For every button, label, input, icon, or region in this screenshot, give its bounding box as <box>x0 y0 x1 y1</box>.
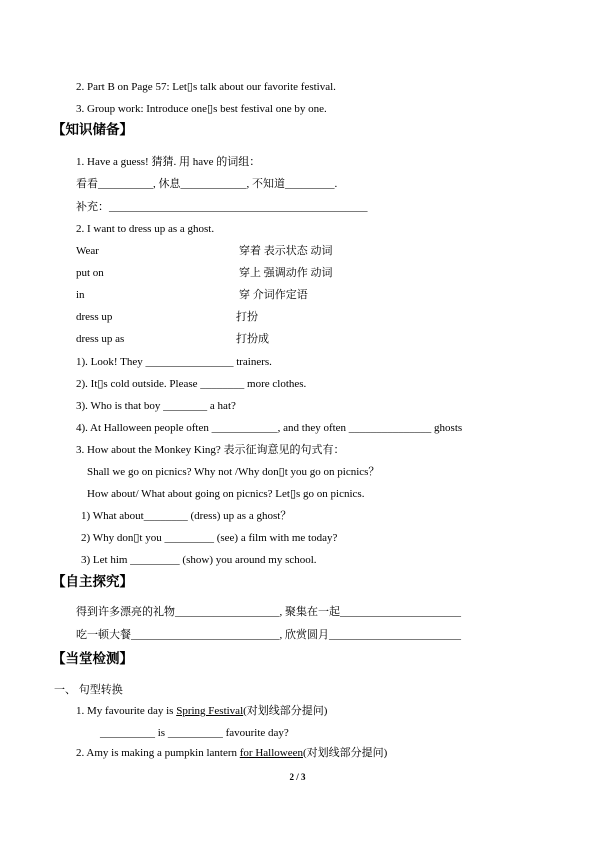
question-2: 2. I want to dress up as a ghost. <box>76 223 215 235</box>
exercise-line: 2). It▯s cold outside. Please ________ more clothes. <box>76 378 307 390</box>
exercise-line: 4). At Halloween people often ____________, and they often _______________ ghosts <box>76 422 463 434</box>
vocab-term: dress up <box>76 311 113 323</box>
question-3-example-1: Shall we go on picnics? Why not /Why don▯t you go on picnics？ <box>87 466 380 478</box>
question-1: 1. Have a guess! 猜猜. 用 have 的词组： <box>76 156 261 168</box>
page-number: 2 / 3 <box>289 772 306 782</box>
test-item-2-underlined: for Halloween <box>239 747 303 759</box>
exercise-line: 1). Look! They ________________ trainers. <box>76 356 272 368</box>
test-item-1 <box>76 704 327 718</box>
vocab-meaning: 穿着 表示状态 动词 <box>239 245 333 257</box>
exercise-line: 3). Who is that boy ________ a hat? <box>76 400 236 412</box>
vocab-term: in <box>76 289 85 301</box>
vocab-meaning: 穿 介词作定语 <box>239 289 308 301</box>
section-heading-explore: 【自主探究】 <box>52 574 133 589</box>
question-1-blanks: 看看__________, 休息____________, 不知道_________. <box>76 178 338 190</box>
vocab-term: Wear <box>76 245 99 257</box>
explore-line-2: 吃一顿大餐___________________________, 欣赏圆月________________________ <box>76 629 461 641</box>
test-item-1-suffix: (对划线部分提问) <box>243 705 328 717</box>
vocab-meaning: 打扮成 <box>236 333 269 345</box>
test-item-2-prefix: 2. Amy is making a pumpkin lantern <box>76 747 240 759</box>
test-item-1-answer: __________ is __________ favourite day? <box>100 727 289 739</box>
test-item-1-underlined: Spring Festival <box>176 705 244 717</box>
vocab-meaning: 穿上 强调动作 动词 <box>239 267 333 279</box>
vocab-term: put on <box>76 267 104 279</box>
vocab-meaning: 打扮 <box>236 311 258 323</box>
vocab-term: dress up as <box>76 333 125 345</box>
intro-line-3: 3. Group work: Introduce one▯s best festival one by one. <box>76 103 327 115</box>
practice-item: 1) What about________ (dress) up as a ghost？ <box>81 510 292 522</box>
test-item-2 <box>76 746 387 760</box>
test-item-2-suffix: (对划线部分提问) <box>303 747 388 759</box>
test-item-1-prefix: 1. My favourite day is <box>76 705 177 717</box>
intro-line-2: 2. Part B on Page 57: Let▯s talk about our favorite festival. <box>76 81 336 93</box>
explore-line-1: 得到许多漂亮的礼物___________________, 聚集在一起______________________ <box>76 606 461 618</box>
question-1-supplement: 补充：_______________________________________________ <box>76 201 368 213</box>
sub-heading-sentence-transform: 一、 句型转换 <box>54 684 123 696</box>
question-3-example-2: How about/ What about going on picnics? Let▯s go on picnics. <box>87 488 365 500</box>
section-heading-test: 【当堂检测】 <box>52 651 133 666</box>
question-3: 3. How about the Monkey King? 表示征询意见的句式有： <box>76 444 345 456</box>
practice-item: 3) Let him _________ (show) you around my school. <box>81 554 317 566</box>
practice-item: 2) Why don▯t you _________ (see) a film with me today? <box>81 532 338 544</box>
section-heading-knowledge: 【知识储备】 <box>52 122 133 137</box>
